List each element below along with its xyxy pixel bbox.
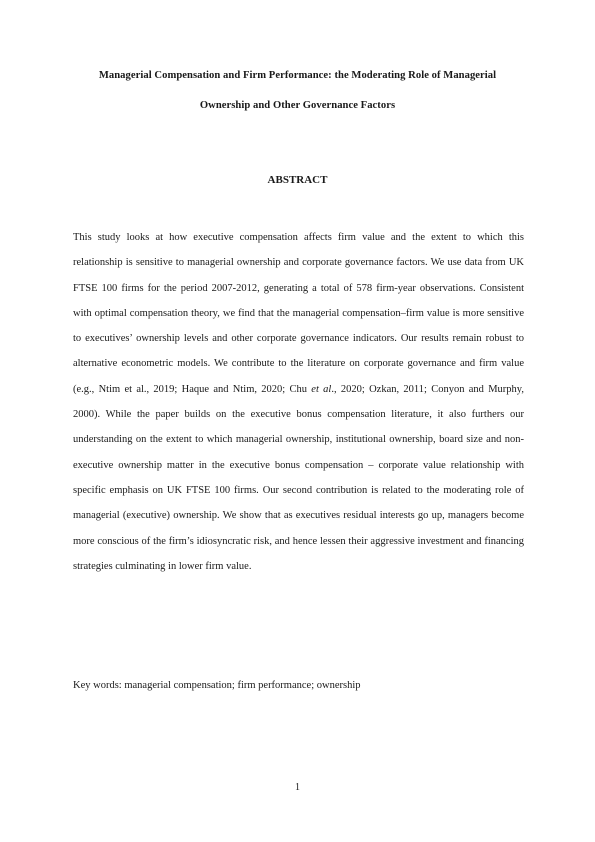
- abstract-italic-et-al: et al: [311, 383, 332, 395]
- abstract-text-part-1: This study looks at how executive compensation affects firm value and the extent to which this relationship is sensitive to managerial ownership and corporate governance factors. We use data from UK FTSE 100 firms for the period 2007-2012, generating a total of 578 firm-year observations. Consistent with optimal compensation theory, we find that the managerial compensation–firm value is more sensitive to executives’ ownership levels and other corporate governance indicators. Our results remain robust to alternative econometric models. We contribute to the literature on corporate governance and firm value (e.g., Ntim et al., 2019; Haque and Ntim, 2020; Chu: [73, 232, 524, 395]
- paper-title-line-2: Ownership and Other Governance Factors: [199, 100, 396, 111]
- keywords-line: Key words: managerial compensation; firm performance; ownership: [73, 680, 361, 691]
- abstract-paragraph: [73, 225, 524, 579]
- abstract-text-part-2: ., 2020; Ozkan, 2011; Conyon and Murphy, 2000). While the paper builds on the executive bonus compensation literature, it also furthers our understanding on the extent to which managerial ownership, institutional ownership, board size and non-executive ownership matter in the executive bonus compensation – corporate value relationship with specific emphasis on UK FTSE 100 firms. Our second contribution is related to the moderating role of managerial (executive) ownership. We show that as executives residual interests go up, managers become more conscious of the firm’s idiosyncratic risk, and hence lessen their aggressive investment and financing strategies culminating in lower firm value.: [73, 383, 524, 572]
- page-number: 1: [295, 782, 300, 793]
- paper-title-line-1: Managerial Compensation and Firm Performance: the Moderating Role of Managerial: [98, 70, 497, 81]
- abstract-heading: ABSTRACT: [267, 174, 328, 186]
